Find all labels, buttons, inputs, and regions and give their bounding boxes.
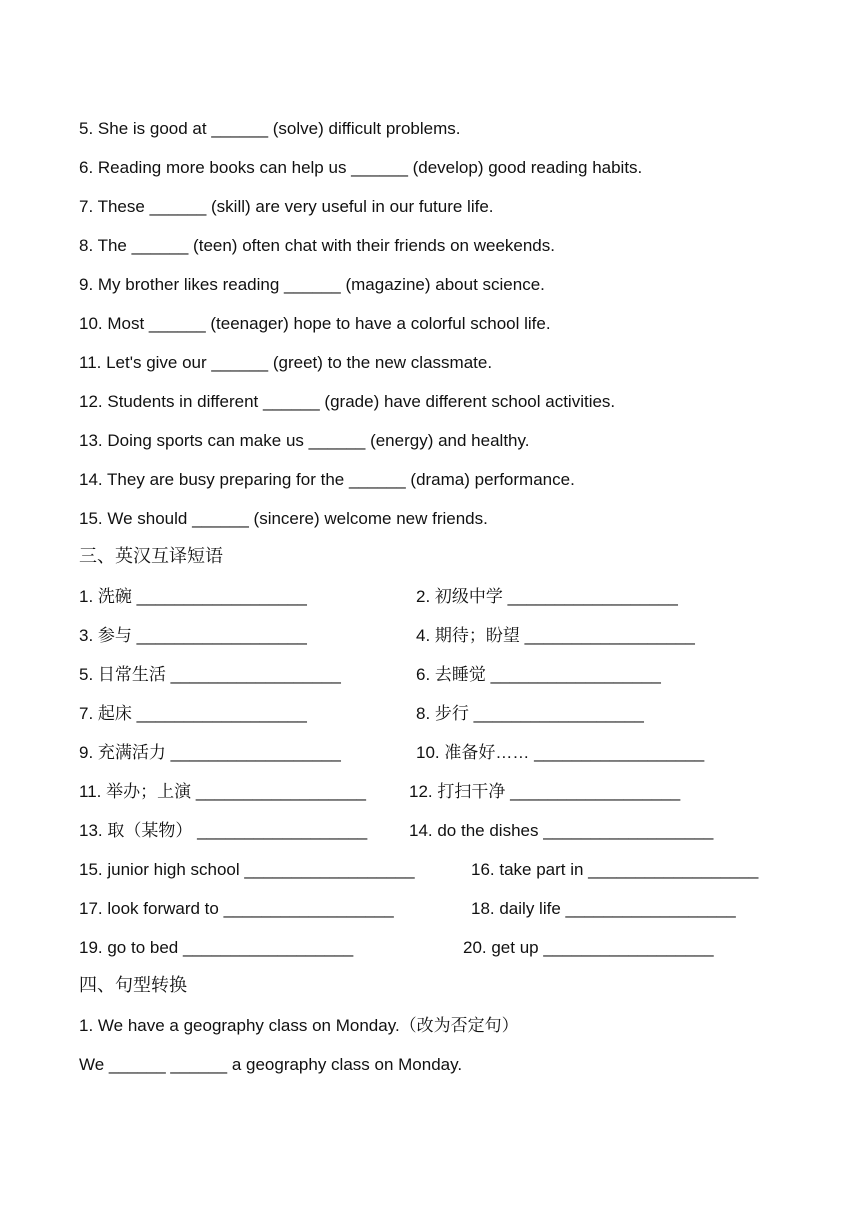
phrase-item-16: 16. take part in __________________ [471,860,759,879]
section-heading-sentence-transformation: 四、句型转换 [79,975,187,996]
phrase-item-18: 18. daily life __________________ [471,899,736,918]
fill-in-item-9: 9. My brother likes reading ______ (magazine) about science. [79,275,545,294]
phrase-item-6: 6. 去睡觉 __________________ [416,665,661,684]
fill-in-item-5: 5. She is good at ______ (solve) difficult problems. [79,119,461,138]
fill-in-item-12: 12. Students in different ______ (grade) have different school activities. [79,392,616,411]
phrase-item-11: 11. 举办；上演 __________________ [79,782,366,801]
phrase-item-2: 2. 初级中学 __________________ [416,587,678,606]
phrase-item-3: 3. 参与 __________________ [79,626,307,645]
phrase-item-20: 20. get up __________________ [463,938,714,957]
fill-in-item-13: 13. Doing sports can make us ______ (energy) and healthy. [79,431,530,450]
fill-in-item-6: 6. Reading more books can help us ______ (develop) good reading habits. [79,158,643,177]
phrase-item-1: 1. 洗碗 __________________ [79,587,307,606]
fill-in-item-7: 7. These ______ (skill) are very useful in our future life. [79,197,494,216]
phrase-item-12: 12. 打扫干净 __________________ [409,782,681,801]
phrase-item-8: 8. 步行 __________________ [416,704,644,723]
fill-in-item-10: 10. Most ______ (teenager) hope to have a colorful school life. [79,314,551,333]
fill-in-item-15: 15. We should ______ (sincere) welcome new friends. [79,509,488,528]
phrase-item-14: 14. do the dishes __________________ [409,821,714,840]
phrase-item-10: 10. 准备好…… __________________ [416,743,705,762]
phrase-item-15: 15. junior high school __________________ [79,860,415,879]
phrase-item-5: 5. 日常生活 __________________ [79,665,341,684]
fill-in-item-8: 8. The ______ (teen) often chat with their friends on weekends. [79,236,555,255]
transformation-question-1: 1. We have a geography class on Monday.（改为否定句） [79,1016,519,1035]
transformation-answer-1: We ______ ______ a geography class on Monday. [79,1055,463,1074]
phrase-item-13: 13. 取（某物） __________________ [79,821,368,840]
fill-in-item-11: 11. Let's give our ______ (greet) to the new classmate. [79,353,493,372]
phrase-item-17: 17. look forward to __________________ [79,899,394,918]
section-heading-phrase-translation: 三、英汉互译短语 [79,546,223,567]
phrase-item-9: 9. 充满活力 __________________ [79,743,341,762]
phrase-item-19: 19. go to bed __________________ [79,938,354,957]
phrase-item-7: 7. 起床 __________________ [79,704,307,723]
phrase-item-4: 4. 期待；盼望 __________________ [416,626,695,645]
fill-in-item-14: 14. They are busy preparing for the ______ (drama) performance. [79,470,575,489]
